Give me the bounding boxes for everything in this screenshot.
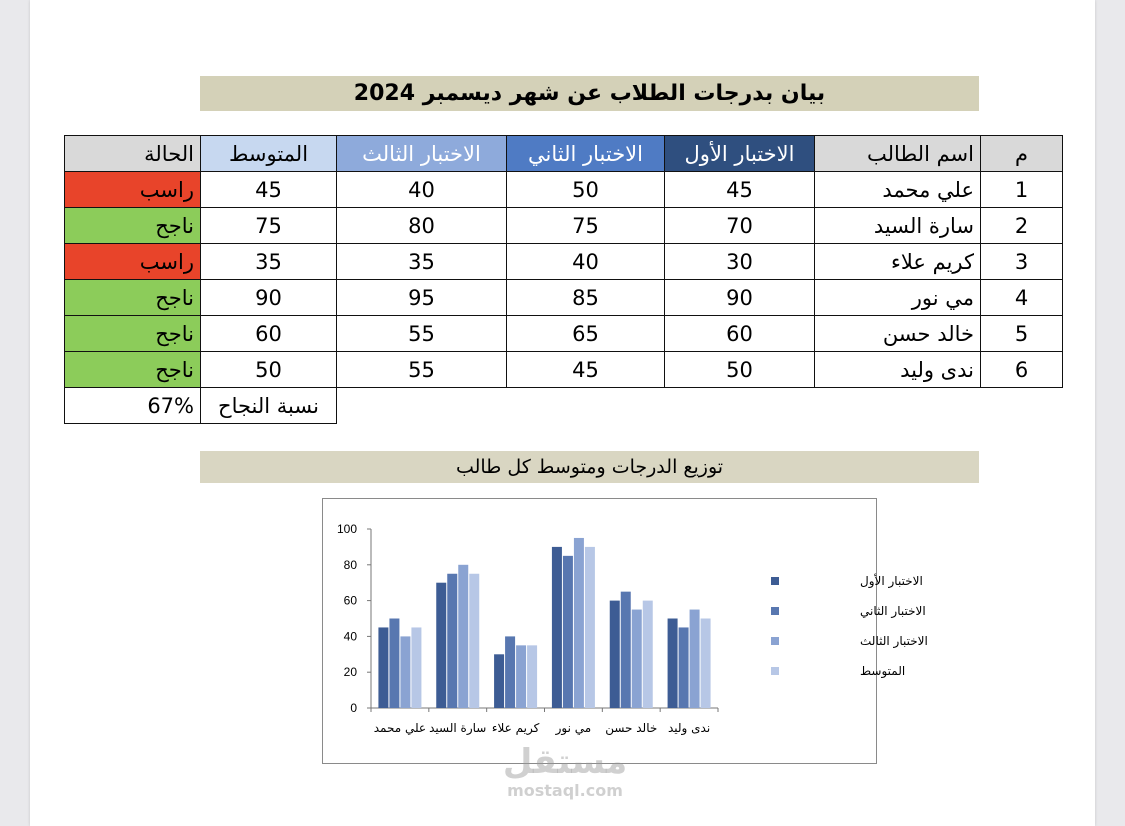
- cell-index: 5: [981, 316, 1063, 352]
- bar: [668, 619, 678, 709]
- cell-status: راسب: [65, 244, 201, 280]
- table-row: [65, 172, 1063, 208]
- cell-first-test: 90: [665, 280, 815, 316]
- cell-second-test: 40: [507, 244, 665, 280]
- document-title: بيان بدرجات الطلاب عن شهر ديسمبر 2024: [200, 76, 979, 111]
- table-row: [65, 280, 1063, 316]
- x-tick-label: خالد حسن: [605, 721, 658, 735]
- table-row: [65, 352, 1063, 388]
- pass-rate-row: [65, 388, 1063, 424]
- bar: [516, 645, 526, 708]
- bar: [643, 601, 653, 708]
- cell-status: ناجح: [65, 280, 201, 316]
- x-tick-label: علي محمد: [373, 721, 427, 735]
- grades-table: [64, 135, 1063, 424]
- cell-second-test: 85: [507, 280, 665, 316]
- table-header-row: [65, 136, 1063, 172]
- cell-student-name: خالد حسن: [815, 316, 981, 352]
- cell-average: 45: [201, 172, 337, 208]
- table-row: [65, 244, 1063, 280]
- bar: [527, 645, 537, 708]
- table-row: [65, 208, 1063, 244]
- cell-student-name: سارة السيد: [815, 208, 981, 244]
- bar: [585, 547, 595, 708]
- bar: [436, 583, 446, 708]
- cell-first-test: 30: [665, 244, 815, 280]
- header-third-test: الاختبار الثالث: [337, 136, 507, 172]
- cell-student-name: مي نور: [815, 280, 981, 316]
- bar: [389, 619, 399, 709]
- watermark-arabic: مستقل: [502, 742, 628, 782]
- cell-student-name: ندى وليد: [815, 352, 981, 388]
- bar: [458, 565, 468, 708]
- bar: [505, 636, 515, 708]
- cell-first-test: 45: [665, 172, 815, 208]
- bar: [610, 601, 620, 708]
- cell-average: 90: [201, 280, 337, 316]
- header-index: م: [981, 136, 1063, 172]
- watermark: [490, 742, 640, 800]
- header-first-test: الاختبار الأول: [665, 136, 815, 172]
- x-tick-label: سارة السيد: [429, 721, 487, 735]
- pass-rate-label: نسبة النجاح: [201, 388, 337, 424]
- y-tick-label: 0: [350, 701, 357, 715]
- cell-second-test: 50: [507, 172, 665, 208]
- cell-average: 35: [201, 244, 337, 280]
- bar: [690, 610, 700, 708]
- cell-third-test: 55: [337, 352, 507, 388]
- y-tick-label: 20: [343, 665, 357, 680]
- pass-rate-value: 67%: [65, 388, 201, 424]
- header-average: المتوسط: [201, 136, 337, 172]
- table-row: [65, 316, 1063, 352]
- cell-index: 3: [981, 244, 1063, 280]
- y-tick-label: 40: [343, 629, 357, 644]
- watermark-latin: mostaql.com: [507, 781, 623, 800]
- cell-third-test: 95: [337, 280, 507, 316]
- bar: [469, 574, 479, 708]
- bar: [632, 610, 642, 708]
- cell-status: راسب: [65, 172, 201, 208]
- legend-label: الاختبار الأول: [860, 574, 923, 588]
- bar: [447, 574, 457, 708]
- bar: [621, 592, 631, 708]
- chart-title: توزيع الدرجات ومتوسط كل طالب: [200, 451, 979, 483]
- cell-first-test: 50: [665, 352, 815, 388]
- cell-status: ناجح: [65, 352, 201, 388]
- legend-swatch: [771, 667, 779, 675]
- header-student-name: اسم الطالب: [815, 136, 981, 172]
- cell-third-test: 55: [337, 316, 507, 352]
- cell-average: 60: [201, 316, 337, 352]
- cell-third-test: 40: [337, 172, 507, 208]
- header-status: الحالة: [65, 136, 201, 172]
- cell-index: 1: [981, 172, 1063, 208]
- bar: [679, 627, 689, 708]
- bar: [701, 619, 711, 709]
- cell-third-test: 80: [337, 208, 507, 244]
- bar: [574, 538, 584, 708]
- cell-second-test: 45: [507, 352, 665, 388]
- header-second-test: الاختبار الثاني: [507, 136, 665, 172]
- bar: [400, 636, 410, 708]
- cell-status: ناجح: [65, 316, 201, 352]
- bar-chart: [322, 498, 928, 764]
- bar: [378, 627, 388, 708]
- cell-average: 75: [201, 208, 337, 244]
- y-tick-label: 60: [343, 593, 357, 608]
- cell-second-test: 75: [507, 208, 665, 244]
- cell-first-test: 70: [665, 208, 815, 244]
- cell-status: ناجح: [65, 208, 201, 244]
- cell-index: 4: [981, 280, 1063, 316]
- legend-swatch: [771, 607, 779, 615]
- legend-label: الاختبار الثاني: [860, 604, 926, 618]
- legend-swatch: [771, 637, 779, 645]
- y-tick-label: 100: [336, 522, 357, 536]
- legend-label: المتوسط: [860, 664, 906, 678]
- cell-index: 2: [981, 208, 1063, 244]
- x-tick-label: مي نور: [555, 721, 592, 735]
- cell-student-name: علي محمد: [815, 172, 981, 208]
- cell-second-test: 65: [507, 316, 665, 352]
- legend-swatch: [771, 577, 779, 585]
- document-page: [30, 0, 1095, 826]
- chart-svg: [323, 499, 928, 763]
- cell-average: 50: [201, 352, 337, 388]
- cell-first-test: 60: [665, 316, 815, 352]
- bar: [411, 627, 421, 708]
- legend-label: الاختبار الثالث: [860, 634, 928, 648]
- x-tick-label: كريم علاء: [491, 721, 540, 735]
- y-tick-label: 80: [343, 557, 357, 572]
- bar: [552, 547, 562, 708]
- bar: [563, 556, 573, 708]
- x-tick-label: ندى وليد: [667, 721, 711, 735]
- cell-third-test: 35: [337, 244, 507, 280]
- cell-student-name: كريم علاء: [815, 244, 981, 280]
- cell-index: 6: [981, 352, 1063, 388]
- bar: [494, 654, 504, 708]
